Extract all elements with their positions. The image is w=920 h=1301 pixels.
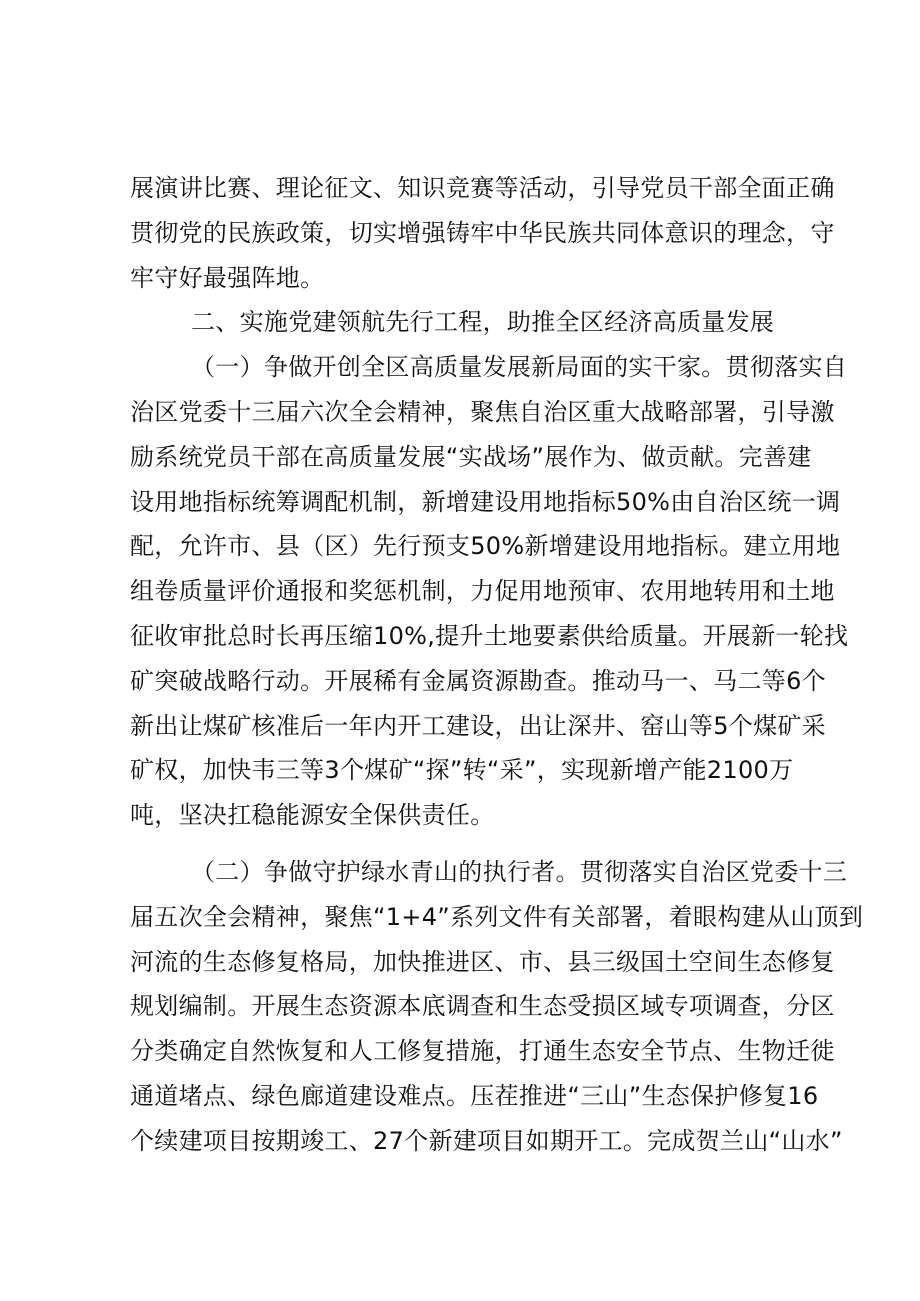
text-line: 配，允许市、县（区）先行预支50%新增建设用地指标。建立用地 (130, 532, 841, 561)
text-line: 新出让煤矿核准后一年内开工建设，出让深井、窑山等5个煤矿采 (130, 711, 826, 740)
text-line: 治区党委十三届六次全会精神，聚焦自治区重大战略部署，引导激 (130, 397, 835, 426)
text-line: 征收审批总时长再压缩10%,提升土地要素供给质量。开展新一轮找 (130, 621, 849, 650)
text-line: 个续建项目按期竣工、27个新建项目如期开工。完成贺兰山“山水” (130, 1126, 843, 1155)
text-line: 组卷质量评价通报和奖惩机制，力促用地预审、农用地转用和土地 (130, 577, 835, 606)
text-line: 届五次全会精神，聚焦“1+4”系列文件有关部署，着眼构建从山顶到 (130, 902, 864, 931)
text-line: 通道堵点、绿色廊道建设难点。压茬推进“三山”生态保护修复16 (130, 1081, 819, 1110)
document-body (130, 168, 864, 1166)
text-line: （一）争做开创全区高质量发展新局面的实干家。贯彻落实自 (191, 353, 848, 382)
text-line: 规划编制。开展生态资源本底调查和生态受损区域专项调查，分区 (130, 992, 835, 1021)
text-line: 河流的生态修复格局，加快推进区、市、县三级国土空间生态修复 (130, 947, 835, 976)
text-line: 励系统党员干部在高质量发展“实战场”展作为、做贡献。完善建 (130, 442, 812, 471)
text-line: 分类确定自然恢复和人工修复措施，打通生态安全节点、生物迁徙 (130, 1037, 835, 1066)
text-line: 矿权，加快韦三等3个煤矿“探”转“采”，实现新增产能2100万 (130, 756, 794, 785)
text-line: 吨，坚决扛稳能源安全保供责任。 (130, 801, 495, 830)
text-line: 矿突破战略行动。开展稀有金属资源勘查。推动马一、马二等6个 (130, 666, 826, 695)
section-heading: 二、实施党建领航先行工程，助推全区经济高质量发展 (191, 308, 775, 337)
text-line: 展演讲比赛、理论征文、知识竞赛等活动，引导党员干部全面正确 (130, 174, 835, 202)
text-line: 贯彻党的民族政策，切实增强铸牢中华民族共同体意识的理念，守 (130, 218, 835, 247)
text-line: 设用地指标统筹调配机制，新增建设用地指标50%由自治区统一调 (130, 487, 841, 516)
text-line: （二）争做守护绿水青山的执行者。贯彻落实自治区党委十三 (191, 857, 848, 886)
text-line: 牢守好最强阵地。 (130, 263, 325, 292)
